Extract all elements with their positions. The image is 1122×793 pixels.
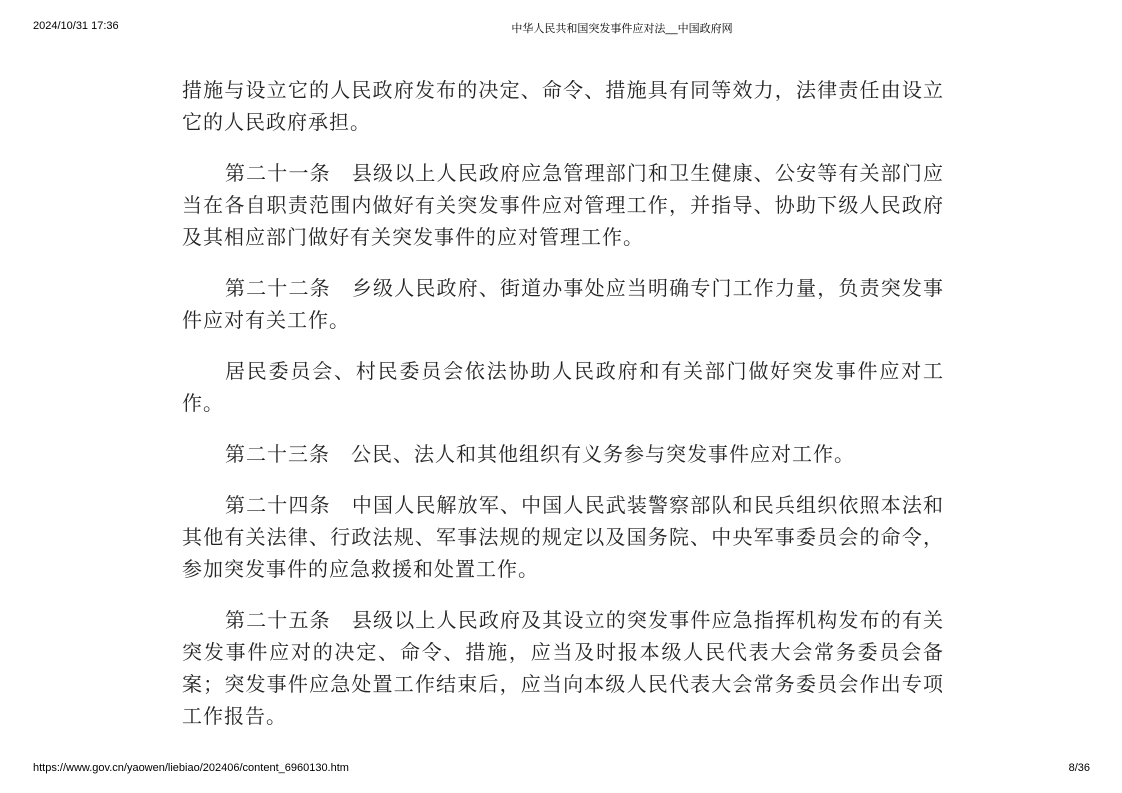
print-timestamp: 2024/10/31 17:36 xyxy=(33,20,119,32)
article-22: 第二十二条 乡级人民政府、街道办事处应当明确专门工作力量，负责突发事件应对有关工作。 xyxy=(182,276,944,332)
article-22-paragraph-2: 居民委员会、村民委员会依法协助人民政府和有关部门做好突发事件应对工作。 xyxy=(182,359,944,415)
document-body xyxy=(182,74,944,751)
page-title: 中华人民共和国突发事件应对法__中国政府网 xyxy=(511,23,733,35)
page-number: 8/36 xyxy=(1068,762,1090,774)
page-url: https://www.gov.cn/yaowen/liebiao/202406/content_6960130.htm xyxy=(33,762,349,774)
paragraph-continuation: 措施与设立它的人民政府发布的决定、命令、措施具有同等效力，法律责任由设立它的人民政府承担。 xyxy=(182,78,944,134)
article-25: 第二十五条 县级以上人民政府及其设立的突发事件应急指挥机构发布的有关突发事件应对的决定、命令、措施，应当及时报本级人民代表大会常务委员会备案；突发事件应急处置工作结束后，应当向本级人民代表大会常务委员会作出专项工作报告。 xyxy=(182,608,944,728)
article-24: 第二十四条 中国人民解放军、中国人民武装警察部队和民兵组织依照本法和其他有关法律、行政法规、军事法规的规定以及国务院、中央军事委员会的命令，参加突发事件的应急救援和处置工作。 xyxy=(182,493,944,581)
article-21: 第二十一条 县级以上人民政府应急管理部门和卫生健康、公安等有关部门应当在各自职责范围内做好有关突发事件应对管理工作，并指导、协助下级人民政府及其相应部门做好有关突发事件的应对管理工作。 xyxy=(182,161,944,249)
article-23: 第二十三条 公民、法人和其他组织有义务参与突发事件应对工作。 xyxy=(225,442,855,466)
